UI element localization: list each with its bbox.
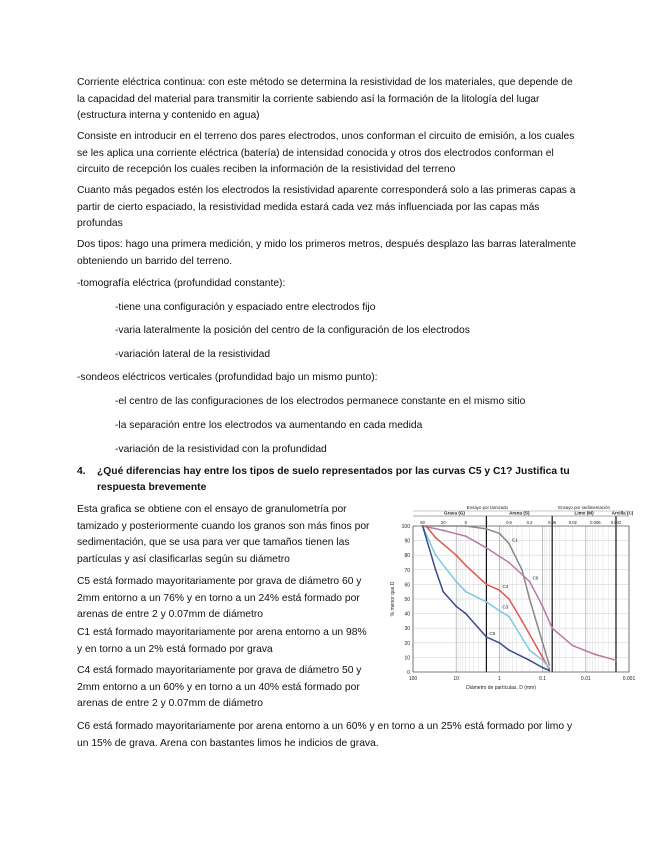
data-point-c5 (548, 670, 550, 672)
x-axis-label: Diámetro de partículas, D (mm) (466, 685, 536, 691)
data-point-c1 (442, 525, 444, 527)
data-point-c3 (508, 616, 510, 618)
sieve-tick-label: 2 (485, 520, 488, 525)
data-point-c3 (529, 649, 531, 651)
data-point-c6 (508, 562, 510, 564)
soil-class-label: Arena (S) (509, 510, 530, 516)
data-point-c3 (435, 554, 437, 556)
data-point-c1 (508, 543, 510, 545)
data-point-c1 (542, 642, 544, 644)
sieve-tick-label: 0.6 (506, 520, 512, 525)
data-point-c6 (465, 535, 467, 537)
series-label-c5: C5 (489, 630, 496, 636)
soil-class-label: Limo (M) (574, 510, 594, 516)
soil-class-label: Arcilla (C) (611, 510, 634, 516)
data-point-c5 (455, 605, 457, 607)
series-label-c1: C1 (511, 537, 518, 543)
y-tick-label: 80 (404, 553, 410, 560)
data-point-c4 (499, 589, 501, 591)
x-tick-label: 0.001 (622, 676, 636, 682)
data-point-c1 (548, 664, 550, 666)
list-tomography-item: -variación lateral de la resistividad (115, 349, 271, 360)
data-point-c1 (485, 528, 487, 530)
x-tick-label: 100 (408, 676, 418, 682)
sieving-header: Ensayo por tamizado (466, 505, 509, 510)
data-point-c4 (465, 565, 467, 567)
data-point-c4 (521, 620, 523, 622)
y-tick-label: 70 (404, 567, 410, 574)
sedimentation-header: Ensayo por sedimentación (558, 505, 610, 510)
list-sev-item: -el centro de las configuraciones de los electrodos permanece constante en el mismo sitio (115, 396, 526, 407)
answer-c1: C1 está formado mayoritariamente por arena entorno a un 98% y en torno a un 2% está formado por grava (77, 627, 367, 655)
granulometry-chart-svg (385, 504, 637, 696)
y-axis-label: % menor que D (390, 581, 396, 617)
data-point-c6 (551, 627, 553, 629)
x-tick-label: 0.01 (580, 676, 591, 682)
data-point-c5 (529, 659, 531, 661)
question-heading (77, 464, 582, 496)
list-sev-title: -sondeos eléctricos verticales (profundidad bajo un mismo punto): (77, 372, 378, 383)
data-point-c6 (485, 547, 487, 549)
sieve-tick-label: 6 (464, 520, 467, 525)
y-tick-label: 30 (404, 626, 410, 633)
sieve-tick-label: 0.06 (548, 520, 557, 525)
data-point-c6 (442, 529, 444, 531)
data-point-c1 (499, 532, 501, 534)
series-label-c6: C6 (532, 575, 539, 581)
data-point-c5 (542, 667, 544, 669)
list-tomography-item: -tiene una configuración y espaciado entre electrodos fijo (115, 302, 376, 313)
data-point-c6 (529, 581, 531, 583)
data-point-c3 (548, 667, 550, 669)
data-point-c4 (435, 537, 437, 539)
y-tick-label: 50 (404, 597, 410, 603)
data-point-c4 (425, 525, 427, 527)
answer-intro: Esta grafica se obtiene con el ensayo de granulometría por tamizado y posteriormente cuando los granos son más finos por sedimentación, que se usa para ver que tamaños tienen las partículas y así clasificarlas según su diámetro (77, 504, 370, 565)
data-point-c6 (572, 645, 574, 647)
data-point-c4 (508, 598, 510, 600)
y-tick-label: 60 (404, 582, 410, 589)
paragraph-electrodes: Consiste en introducir en el terreno dos pares electrodos, unos conforman el circuito de emisión, a los cuales se les aplica una corriente eléctrica (batería) de intensidad conocida y otros dos electrodos conforman el circuito de recepción los cuales reciben la información de la resistividad del terreno (77, 131, 575, 175)
soil-class-label: Grava (G) (444, 510, 465, 516)
y-tick-label: 100 (401, 524, 410, 530)
y-tick-label: 20 (404, 640, 410, 647)
data-point-c4 (485, 584, 487, 586)
list-tomography-title: -tomografía eléctrica (profundidad constante): (77, 278, 286, 289)
data-point-c5 (499, 642, 501, 644)
answer-c5: C5 está formado mayoritariamente por grava de diámetro 60 y 2mm entorno a un 76% y en torno a un 24% está formado por arenas de entre 2 y 0.07mm de diámetro (77, 576, 362, 620)
question-number: 4. (77, 466, 86, 477)
data-point-c6 (594, 654, 596, 656)
data-point-c3 (455, 581, 457, 583)
data-point-c3 (465, 591, 467, 593)
y-tick-label: 90 (404, 538, 410, 545)
list-sev-item: -la separación entre los electrodos va aumentando en cada medida (115, 420, 423, 431)
data-point-c5 (435, 569, 437, 571)
list-sev-item: -variación de la resistividad con la profundidad (115, 444, 327, 455)
data-point-c6 (542, 605, 544, 607)
x-tick-label: 1 (498, 676, 501, 682)
series-label-c4: C4 (502, 584, 509, 590)
data-point-c5 (508, 649, 510, 651)
x-tick-label: 0.1 (539, 676, 547, 682)
data-point-c3 (499, 610, 501, 612)
series-label-c3: C3 (502, 604, 509, 610)
data-point-c5 (485, 636, 487, 638)
sieve-tick-label: 0.002 (610, 520, 622, 525)
data-point-c4 (542, 657, 544, 659)
data-point-c5 (465, 613, 467, 615)
y-tick-label: 10 (404, 655, 410, 662)
sieve-tick-label: 0.02 (568, 520, 577, 525)
y-tick-label: 0 (407, 670, 410, 676)
granulometry-chart (385, 504, 637, 696)
paragraph-spacing: Cuanto más pegados estén los electrodos la resistividad aparente corresponderá solo a las primeras capas a partir de cierto espaciado, la resistividad medida estará cada vez más influenciada por las capas más profundas (77, 185, 576, 229)
paragraph-resistivity: Corriente eléctrica continua: con este método se determina la resistividad de los materiales, que depende de la capacidad del material para transmitir la corriente sabiendo así la formación de la litología del lugar (estructura interna y contenido en agua) (77, 77, 573, 121)
data-point-c4 (455, 554, 457, 556)
data-point-c1 (465, 525, 467, 527)
sieve-tick-label: 0.006 (590, 520, 601, 525)
data-point-c1 (521, 569, 523, 571)
paragraph-two-types: Dos tipos: hago una primera medición, y mido los primeros metros, después desplazo las barras lateralmente obteniendo un barrido del terreno. (77, 239, 577, 267)
y-tick-label: 40 (404, 611, 410, 618)
sieve-tick-label: 0.2 (526, 520, 533, 525)
x-tick-label: 10 (453, 676, 459, 682)
data-point-c1 (529, 598, 531, 600)
answer-c6: C6 está formado mayoritariamente por arena entorno a un 60% y en torno a un 25% está formado por limo y un 15% de grava. Arena con bastantes limos he indicios de grava. (77, 721, 573, 749)
answer-c4: C4 está formado mayoritariamente por grava de diámetro 50 y 2mm entorno a un 60% y en torno a un 40% está formado por arenas de entre 2 y 0.07mm de diámetro (77, 665, 362, 709)
sieve-tick-label: 20 (440, 520, 446, 525)
data-point-c5 (442, 591, 444, 593)
list-tomography-item: -varia lateralmente la posición del centro de la configuración de los electrodos (115, 325, 470, 336)
data-point-c6 (615, 659, 617, 661)
data-point-c5 (422, 525, 424, 527)
sieve-tick-label: 60 (420, 520, 425, 525)
data-point-c3 (542, 659, 544, 661)
question-text: ¿Qué diferencias hay entre los tipos de suelo representados por las curvas C5 y C1? Justifica tu respuesta brevemente (97, 466, 570, 493)
data-point-c3 (485, 601, 487, 603)
